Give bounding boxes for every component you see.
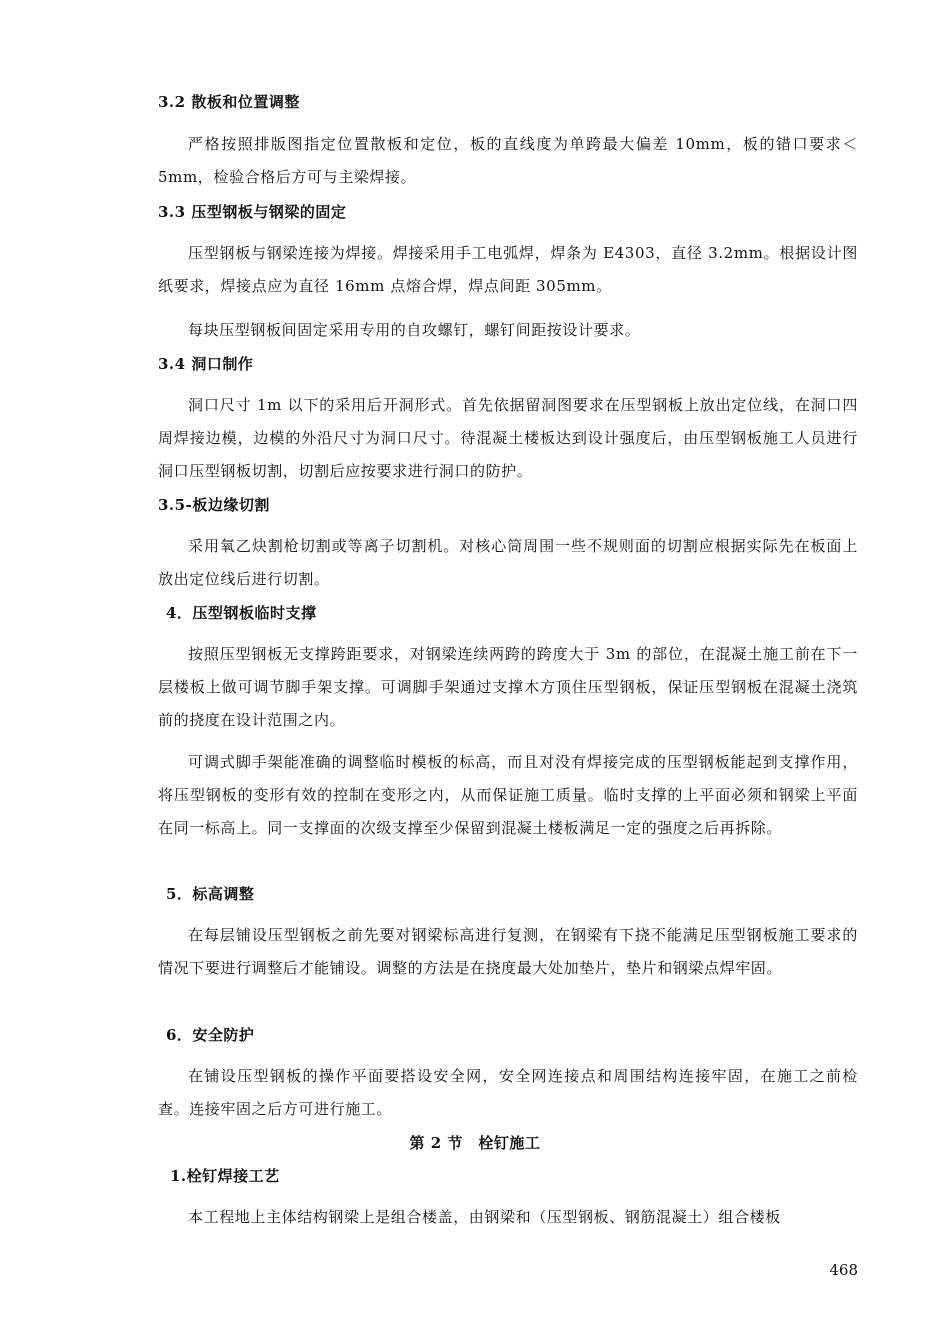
heading-3-4: 3.4 洞口制作: [158, 355, 254, 373]
heading-3-5: 3.5-板边缘切割: [158, 496, 270, 514]
paragraph: 在每层铺设压型钢板之前先要对钢梁标高进行复测，在钢梁有下挠不能满足压型钢板施工要求的情况下要进行调整后才能铺设。调整的方法是在挠度最大处加垫片，垫片和钢梁点焊牢固。: [158, 926, 858, 977]
paragraph: 洞口尺寸 1m 以下的采用后开洞形式。首先依据留洞图要求在压型钢板上放出定位线，在洞口四周焊接边模，边模的外沿尺寸为洞口尺寸。待混凝土楼板达到设计强度后，由压型钢板施工人员进行洞口压型钢板切割，切割后应按要求进行洞口的防护。: [158, 396, 858, 480]
paragraph: 每块压型钢板间固定采用专用的自攻螺钉，螺钉间距按设计要求。: [188, 321, 641, 339]
heading-6: 6．安全防护: [166, 1026, 255, 1044]
paragraph: 采用氧乙炔割枪切割或等离子切割机。对核心筒周围一些不规则面的切割应根据实际先在板面上放出定位线后进行切割。: [158, 537, 858, 588]
paragraph: 本工程地上主体结构钢梁上是组合楼盖，由钢梁和（压型钢板、钢筋混凝土）组合楼板: [188, 1208, 781, 1226]
paragraph: 可调式脚手架能准确的调整临时模板的标高，而且对没有焊接完成的压型钢板能起到支撑作用，将压型钢板的变形有效的控制在变形之内，从而保证施工质量。临时支撑的上平面必须和钢梁上平面在同一标高上。同一支撑面的次级支撑至少保留到混凝土楼板满足一定的强度之后再拆除。: [158, 753, 858, 837]
heading-4: 4．压型钢板临时支撑: [166, 604, 317, 622]
heading-3-3: 3.3 压型钢板与钢梁的固定: [158, 203, 347, 221]
heading-3-2: 3.2 散板和位置调整: [158, 93, 300, 111]
paragraph: 压型钢板与钢梁连接为焊接。焊接采用手工电弧焊，焊条为 E4303，直径 3.2mm。根据设计图纸要求，焊接点应为直径 16mm 点熔合焊，焊点间距 305mm。: [158, 244, 858, 295]
paragraph: 按照压型钢板无支撑跨距要求，对钢梁连续两跨的跨度大于 3m 的部位，在混凝土施工前在下一层楼板上做可调节脚手架支撑。可调脚手架通过支撑木方顶住压型钢板，保证压型钢板在混凝土浇筑前的挠度在设计范围之内。: [158, 645, 858, 729]
page-number: 468: [829, 1261, 858, 1279]
paragraph: 在铺设压型钢板的操作平面要搭设安全网，安全网连接点和周围结构连接牢固，在施工之前检查。连接牢固之后方可进行施工。: [158, 1067, 858, 1118]
paragraph: 严格按照排版图指定位置散板和定位，板的直线度为单跨最大偏差 10mm，板的错口要求＜5mm，检验合格后方可与主梁焊接。: [158, 135, 858, 186]
section-title: 第 2 节 栓钉施工: [409, 1134, 541, 1152]
heading-1: 1.栓钉焊接工艺: [170, 1167, 280, 1185]
heading-5: 5．标高调整: [166, 885, 255, 903]
